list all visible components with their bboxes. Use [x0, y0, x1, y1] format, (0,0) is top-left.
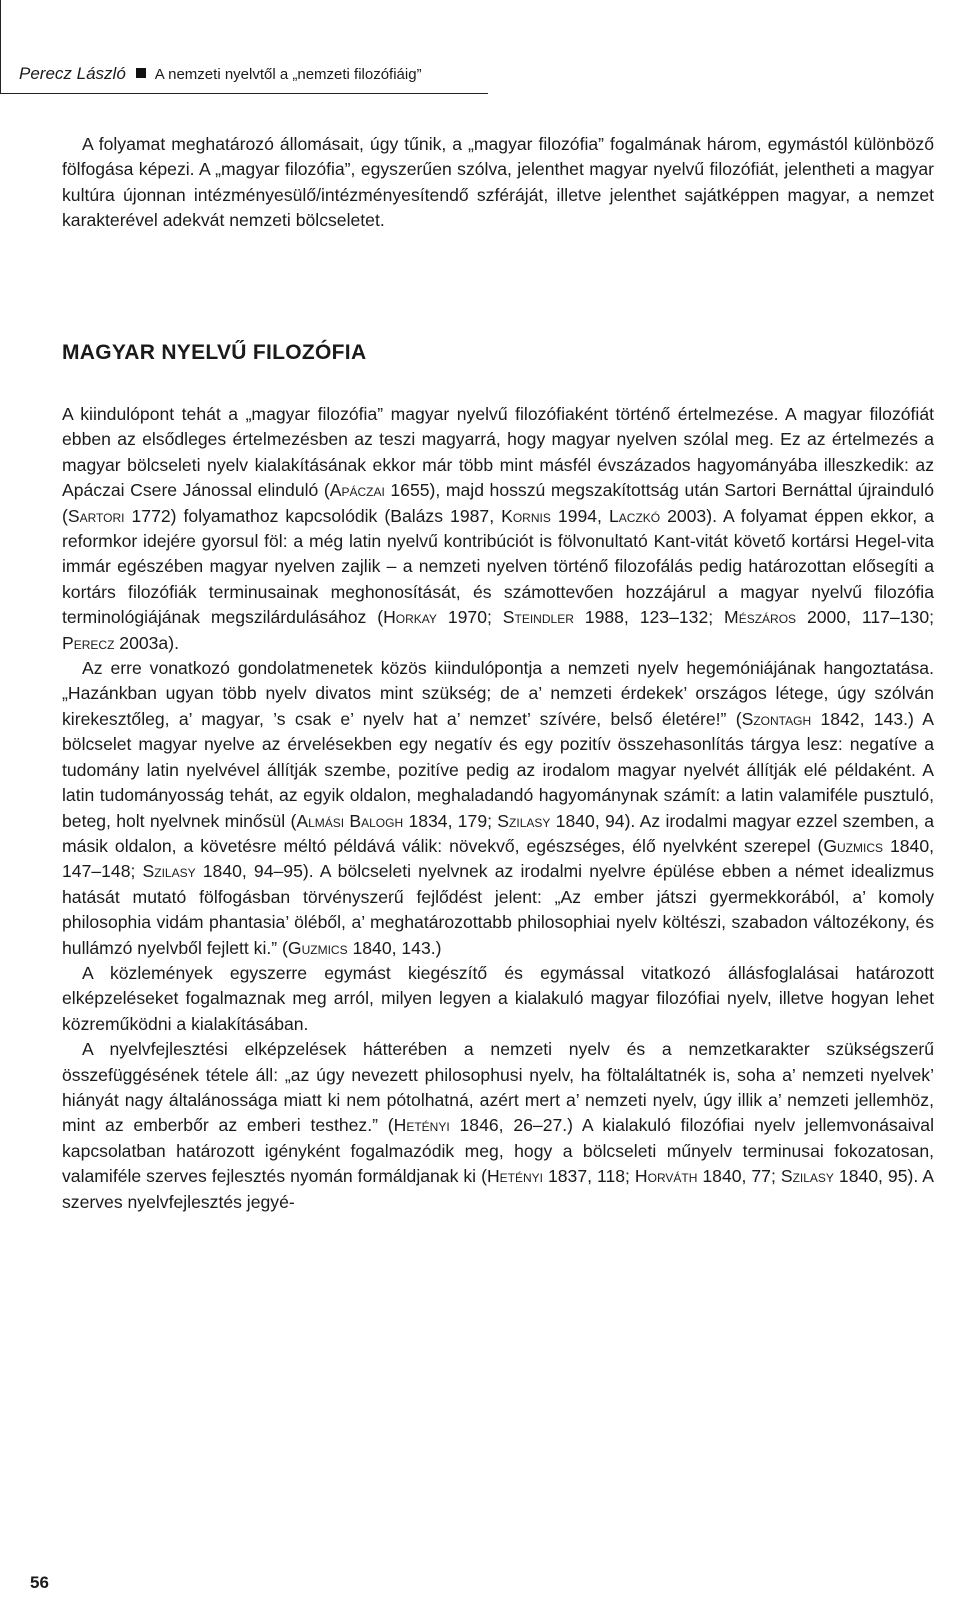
- citation-author: Almási Balogh: [296, 810, 404, 831]
- text-run: 1970;: [436, 607, 503, 628]
- text-run: 1840, 143.): [347, 937, 442, 958]
- running-head-title: A nemzeti nyelvtől a „nemzeti filozófiáig”: [154, 66, 422, 83]
- citation-author: Mészáros: [724, 607, 797, 628]
- text-run: 1837, 118;: [543, 1166, 635, 1187]
- text-run: 1772) folyamathoz kapcsolódik (Balázs 1987,: [124, 505, 502, 526]
- citation-author: Szilasy: [780, 1166, 834, 1187]
- intro-text: [62, 132, 934, 234]
- text-run: 1840, 94–95). A bölcseleti nyelvnek az irodalmi nyelvre épülése ebben a német idealizmus hatását mutató fölfogásban törvényszerű fejlődést jelent: „Az ember játszi gyermekkorából, a’ komoly philosophia vidám phantasia’ öléből, a’ meghatározottabb philosophiai nyelv költészi, szabadon változékony, és hullámzó nyelvből fejlett ki.” (: [62, 861, 934, 958]
- text-run: A nyelvfejlesztési elképzelések hátterében a nemzeti nyelv és a nemzetkarakter szükségszerű összefüggésének tétele áll: „az úgy nevezett philosophusi nyelv, ha föltaláltatnék is, soha a’ nemzeti nyelvek’ hiányát nagy általánossága miatt ki nem pótolhatná, azért mert a’ nemzeti nyelv, úgy illik a’ nemzeti jellemhöz, mint az emberbőr az emberi testhez.” (: [62, 1039, 934, 1136]
- text-run: 1988, 123–132;: [573, 607, 725, 628]
- citation-author: Guzmics: [287, 937, 348, 958]
- text-run: A kiindulópont tehát a „magyar filozófia” magyar nyelvű filozófiaként történő értelmezése. A magyar filozófiát ebben az elsődleges értelmezésben az teszi magyarrá, hogy magyar nyelven szólal meg. Ez az értelmezés a magyar bölcseleti nyelv kialakításának ekkor már több mint másfél évszázados hagyományába illeszkedik: az Apáczai Csere Jánossal elinduló (: [62, 404, 934, 501]
- paragraph-2: [62, 656, 934, 961]
- citation-author: Horváth: [634, 1166, 698, 1187]
- body-text: [62, 402, 934, 1215]
- citation-author: Horkay: [383, 607, 437, 628]
- text-run: 1840, 147–148;: [62, 835, 934, 882]
- running-head-author: Perecz László: [19, 64, 126, 83]
- paragraph-4: [62, 1037, 934, 1215]
- running-head: [0, 0, 488, 94]
- citation-author: Steindler: [502, 607, 574, 628]
- paragraph-1: [62, 402, 934, 656]
- text-run: 1834, 179;: [403, 810, 498, 831]
- citation-author: Szilasy: [497, 810, 551, 831]
- intro-paragraph: A folyamat meghatározó állomásait, úgy tűnik, a „magyar filozófia” fogalmának három, egymástól különböző fölfogása képezi. A „magyar filozófia”, egyszerűen szólva, jelenthet magyar nyelvű filozófiát, jelentheti a magyar kultúra újonnan intézményesülő/intézményesítendő szféráját, illetve jelenthet sajátképpen magyar, a nemzet karakterével adekvát nemzeti bölcseletet.: [62, 134, 934, 231]
- text-run: 1840, 77;: [697, 1166, 781, 1187]
- text-run: 1846, 26–27.) A kialakuló filozófiai nyelv jellemvonásaival kapcsolatban határozott igényként fogalmazódik meg, hogy a bölcseleti műnyelv terminusai fokozatosan, valamiféle szerves fejlesztés nyomán formáldjanak ki (: [62, 1115, 934, 1187]
- citation-author: Szilasy: [142, 861, 196, 882]
- citation-author: Hetényi: [486, 1166, 543, 1187]
- citation-author: Szontagh: [741, 708, 812, 729]
- citation-author: Sartori: [67, 505, 125, 526]
- text-run: 2003). A folyamat éppen ekkor, a reformkor idejére gyorsul föl: a még latin nyelvű kontribúciót is fölvonultató Kant-vitát követő kortársi Hegel-vita immár egészében magyar nyelven zajlik – a nemzeti nyelven történő filozofálás pedig határozottan elősegíti a kortárs filozófiák terminusainak meghonosítását, és számottevően hozzájárul a magyar nyelvű filozófia terminológiájának megszilárdulásához (: [62, 505, 935, 628]
- paragraph-3: A közlemények egyszerre egymást kiegészítő és egymással vitatkozó állásfoglalásai határozott elképzeléseket fogalmaznak meg arról, milyen legyen a kialakuló magyar filozófiai nyelv, illetve hogyan lehet közreműködni a kialakításában.: [62, 962, 934, 1034]
- citation-author: Apáczai: [329, 480, 385, 501]
- text-run: 2003a).: [114, 632, 179, 653]
- citation-author: Perecz: [62, 632, 115, 653]
- text-run: 1840, 94). Az irodalmi magyar ezzel szemben, a másik oldalon, a követésre méltó példává válik: növekvő, egészséges, élő nyelvként szerepel (: [62, 810, 934, 856]
- citation-author: Guzmics: [823, 835, 883, 856]
- text-run: Az erre vonatkozó gondolatmenetek közös kiindulópontja a nemzeti nyelv hegemóniájának hangoztatása. „Hazánkban ugyan több nyelv divatos mint szükség; de a’ nemzeti érdekek’ országos létege, úgy szólván kirekesztőleg, a’ magyar, ’s csak e’ nyelv hat a’ nemzet’ szívére, belső életére!” (: [62, 658, 934, 729]
- page-number: 56: [30, 1573, 49, 1592]
- citation-author: Hetényi: [393, 1115, 450, 1136]
- text-run: 1840, 95). A szerves nyelvfejlesztés jegyé-: [62, 1166, 934, 1212]
- text-run: 1655), majd hosszú megszakítottság után Sartori Bernáttal újrainduló (: [62, 480, 935, 526]
- text-run: 1842, 143.) A bölcselet magyar nyelve az érvelésekben egy negatív és egy pozitív összehasonlítás tárgya lesz: negatíve a tudomány latin nyelvével állítják szembe, pozitíve pedig az irodalom magyar nyelvét állítják elé példaként. A latin tudományosság tehát, az egyik oldalon, meghaladandó hagyománynak számít: a latin valamiféle pusztuló, beteg, holt nyelvnek minősül (: [62, 708, 934, 831]
- text-run: 2000, 117–130;: [796, 607, 934, 628]
- text-run: 1994,: [550, 505, 609, 526]
- square-bullet-icon: [136, 68, 146, 78]
- citation-author: Kornis: [501, 505, 551, 526]
- section-heading: MAGYAR NYELVŰ FILOZÓFIA: [62, 341, 367, 364]
- running-head-text: [19, 64, 422, 84]
- citation-author: Laczkó: [608, 505, 661, 526]
